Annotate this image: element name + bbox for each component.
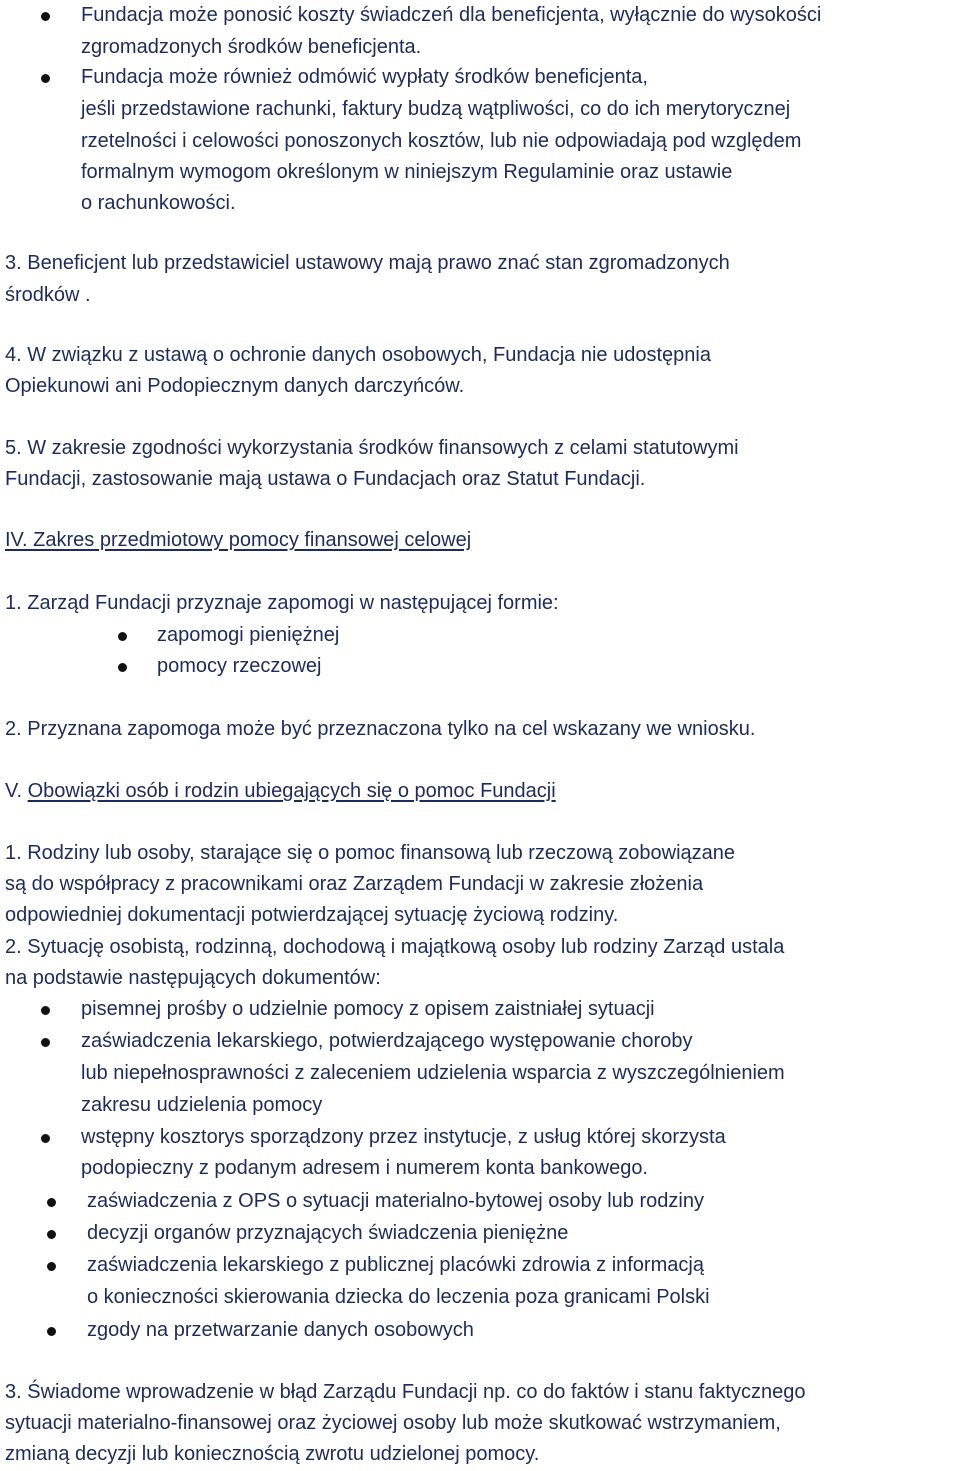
form-item: pomocy rzeczowej xyxy=(157,655,322,677)
document-item: wstępny kosztorys sporządzony przez instytucje, z usług której skorzysta xyxy=(81,1126,726,1148)
document-item: zaświadczenia z OPS o sytuacji materialno-bytowej osoby lub rodziny xyxy=(87,1190,704,1212)
intro-bullet-line: rzetelności i celowości ponoszonych kosztów, lub nie odpowiadają pod względem xyxy=(81,130,802,152)
bullet-dot xyxy=(118,663,127,672)
section-v-p1-line: 1. Rodziny lub osoby, starające się o pomoc finansową lub rzeczową zobowiązane xyxy=(5,842,736,864)
section-v-title-text: Obowiązki osób i rodzin ubiegających się o pomoc Fundacji xyxy=(27,780,556,802)
document-item: pisemnej prośby o udzielnie pomocy z opisem zaistniałej sytuacji xyxy=(81,998,655,1020)
bullet-dot xyxy=(41,12,50,21)
section-iv-point-2: 2. Przyznana zapomoga może być przeznaczona tylko na cel wskazany we wniosku. xyxy=(5,718,756,740)
document-item: zakresu udzielenia pomocy xyxy=(81,1094,323,1116)
bullet-dot xyxy=(47,1230,56,1239)
intro-bullet-line: jeśli przedstawione rachunki, faktury budzą wątpliwości, co do ich merytorycznej xyxy=(81,98,791,120)
document-item: o konieczności skierowania dziecka do leczenia poza granicami Polski xyxy=(87,1286,710,1308)
bullet-dot xyxy=(41,1006,50,1015)
point-5-line: Fundacji, zastosowanie mają ustawa o Fundacjach oraz Statut Fundacji. xyxy=(5,468,646,490)
section-v-p3-line: zmianą decyzji lub koniecznością zwrotu udzielonej pomocy. xyxy=(5,1443,540,1465)
bullet-dot xyxy=(41,1038,50,1047)
section-v-p3-line: sytuacji materialno-finansowej oraz życiowej osoby lub może skutkować wstrzymaniem, xyxy=(5,1412,781,1434)
intro-bullet-line: o rachunkowości. xyxy=(81,192,236,214)
intro-bullet-line: formalnym wymogom określonym w niniejszym Regulaminie oraz ustawie xyxy=(81,161,733,183)
point-3-line: 3. Beneficjent lub przedstawiciel ustawowy mają prawo znać stan zgromadzonych xyxy=(5,252,730,274)
section-v-p1-line: są do współpracy z pracownikami oraz Zarządem Fundacji w zakresie złożenia xyxy=(5,873,704,895)
document-item: podopieczny z podanym adresem i numerem konta bankowego. xyxy=(81,1157,648,1179)
point-4-line: 4. W związku z ustawą o ochronie danych osobowych, Fundacja nie udostępnia xyxy=(5,344,711,366)
point-3-line: środków . xyxy=(5,284,91,306)
section-iv-point-1: 1. Zarząd Fundacji przyznaje zapomogi w następującej formie: xyxy=(5,592,559,614)
intro-bullet-line: Fundacja może ponosić koszty świadczeń dla beneficjenta, wyłącznie do wysokości xyxy=(81,4,822,26)
section-v-p3-line: 3. Świadome wprowadzenie w błąd Zarządu Fundacji np. co do faktów i stanu faktycznego xyxy=(5,1381,806,1403)
intro-bullet-line: Fundacja może również odmówić wypłaty środków beneficjenta, xyxy=(81,66,648,88)
section-v-p1-line: odpowiedniej dokumentacji potwierdzającej sytuację życiową rodziny. xyxy=(5,904,619,926)
section-iv-title: IV. Zakres przedmiotowy pomocy finansowej celowej xyxy=(5,529,472,551)
bullet-dot xyxy=(41,74,50,83)
document-item: zaświadczenia lekarskiego z publicznej placówki zdrowia z informacją xyxy=(87,1254,704,1276)
bullet-dot xyxy=(41,1134,50,1143)
bullet-dot xyxy=(118,632,127,641)
document-item: zaświadczenia lekarskiego, potwierdzającego występowanie choroby xyxy=(81,1030,693,1052)
document-item: decyzji organów przyznających świadczenia pieniężne xyxy=(87,1222,569,1244)
bullet-dot xyxy=(47,1198,56,1207)
bullet-dot xyxy=(47,1262,56,1271)
section-v-title-prefix: V. xyxy=(5,780,28,802)
section-v-title xyxy=(5,776,556,808)
document-item: lub niepełnosprawności z zaleceniem udzielenia wsparcia z wyszczególnieniem xyxy=(81,1062,785,1084)
section-v-p2-line: na podstawie następujących dokumentów: xyxy=(5,967,381,989)
form-item: zapomogi pieniężnej xyxy=(157,624,340,646)
intro-bullet-line: zgromadzonych środków beneficjenta. xyxy=(81,36,422,58)
section-v-p2-line: 2. Sytuację osobistą, rodzinną, dochodową i majątkową osoby lub rodziny Zarząd ustala xyxy=(5,936,785,958)
bullet-dot xyxy=(47,1327,56,1336)
point-4-line: Opiekunowi ani Podopiecznym danych darczyńców. xyxy=(5,375,465,397)
point-5-line: 5. W zakresie zgodności wykorzystania środków finansowych z celami statutowymi xyxy=(5,437,739,459)
document-item: zgody na przetwarzanie danych osobowych xyxy=(87,1319,474,1341)
